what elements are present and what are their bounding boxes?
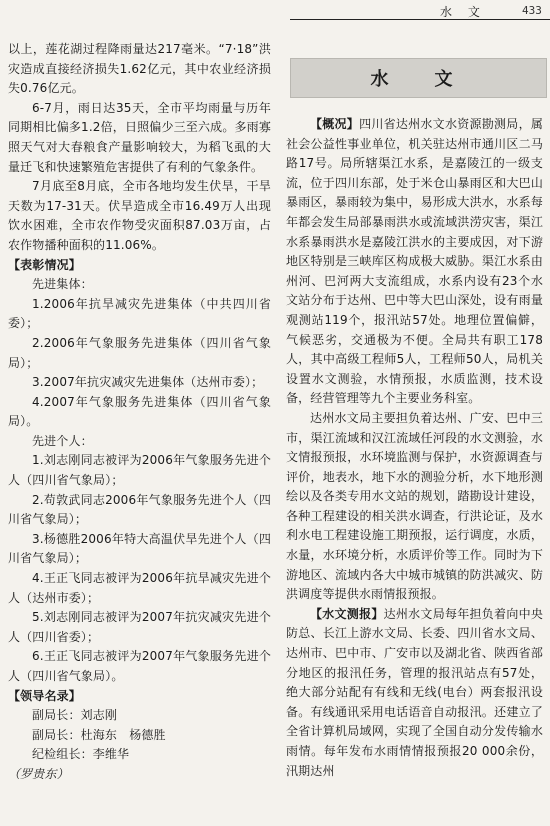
- collective-item: 4.2007年气象服务先进集体（四川省气象局）。: [8, 394, 271, 429]
- leader-entry: 纪检组长：李维华: [32, 747, 130, 762]
- forecast-label: 【水文测报】: [310, 606, 384, 621]
- collective-item: 3.2007年抗灾减灾先进集体（达州市委）；: [32, 375, 264, 390]
- individual-item: 2.苟敦武同志2006年气象服务先进个人（四川省气象局）；: [8, 492, 271, 527]
- individual-label: 先进个人：: [32, 433, 93, 448]
- paragraph-rainfall: 6-7月，雨日达35天，全市平均雨量与历年同期相比偏多1.2倍，日照偏少三至六成。多雨寡照天气对大春粮食产量影响较大，为稻飞虱的大量迁飞和快速繁殖危害提供了有利的气象条件。: [8, 100, 271, 174]
- awards-heading: 【表彰情况】: [8, 257, 81, 272]
- individual-item: 3.杨德胜2006年特大高温伏旱先进个人（四川省气象局）；: [8, 531, 271, 566]
- duties-paragraph: 达州水文局主要担负着达州、广安、巴中三市，渠江流域和汉江流域任河段的水文测验，水文情报预报，水环境监测与保护，水资源调查与评价，地表水，地下水的测验分析，水下地形测绘以及各类专用水文站的规划，踏勘设计建设，各种工程建设的相关洪水调查，行洪论证，及水利水电工程建设施工期预报，运行调度，水质，水量，水环境分析，水质评价等工作。同时为下游地区、流域内各大中城市城镇的防洪减灾、防洪调度等提供水雨情报预报。: [286, 410, 543, 602]
- running-header-section: 水 文: [440, 5, 486, 19]
- left-column: [8, 40, 271, 785]
- individual-item: 4.王正飞同志被评为2006年抗旱减灾先进个人（达州市委）；: [8, 571, 271, 605]
- individual-item: 5.刘志刚同志被评为2007年抗灾减灾先进个人（四川省委）；: [8, 610, 271, 644]
- overview-text: 四川省达州水文水资源勘测局，属社会公益性事业单位，机关驻达州市通川区二马路17号。局所辖渠江水系，是嘉陵江的一级支流，位于四川东部，处于米仓山暴雨区和大巴山暴雨区，暴雨较为集中，易形成大洪水，水系每年都会发生局部暴雨洪水或流域洪涝灾害，渠江水系暴雨洪水是嘉陵江洪水的主要成因，对下游地区特别是三峡库区构成极大威胁。渠江水系由州河、巴河两大支流组成，水系内设有23个水文站分布于达州、巴中等大巴山深处，设有雨量观测站119个，报汛站57处。地理位置偏僻，气候恶劣，交通极为不便。全局共有职工178人，其中高级工程师5人，工程师50人，局机关设置水文测验，水情预报，水质监测，技术设备，经营管理等九个主要业务科室。: [286, 117, 543, 406]
- paragraph-drought: 7月底至8月底，全市各地均发生伏旱，干旱天数为17-31天。伏旱造成全市16.49万人出现饮水困难，全市农作物受灾面积87.03万亩，占农作物播种面积的11.06%。: [8, 179, 271, 252]
- forecast-text: 达州水文局每年担负着向中央防总、长江上游水文局、长委、四川省水文局、达州市、巴中市、广安市以及湖北省、陕西省部分地区的报汛任务，管理的报汛站点有57处，绝大部分站配有有线和无线(电台）两套报汛设备。有线通讯采用电话语音自动报汛。还建立了全省计算机局域网，实现了全国自动分发传输水雨情。每年发布水雨情情报预报20 000余份，汛期达州: [286, 606, 544, 778]
- leader-entry: 副局长：杜海东 杨德胜: [32, 727, 166, 742]
- section-title: 水 文: [370, 69, 467, 90]
- leaders-heading: 【领导名录】: [8, 688, 81, 703]
- collective-label: 先进集体：: [32, 277, 93, 292]
- individual-item: 6.王正飞同志被评为2007年气象服务先进个人（四川省气象局）。: [8, 649, 271, 683]
- collective-item: 1.2006年抗旱减灾先进集体（中共四川省委）；: [8, 296, 271, 331]
- right-column: [286, 115, 543, 781]
- overview-label: 【概况】: [310, 117, 360, 131]
- header-rule: [290, 19, 550, 20]
- section-title-banner: [290, 58, 547, 98]
- running-header: [290, 0, 550, 22]
- page-number: 433: [522, 4, 542, 17]
- individual-item: 1.刘志刚同志被评为2006年气象服务先进个人（四川省气象局）；: [8, 453, 271, 488]
- overview-paragraph: [286, 115, 543, 409]
- collective-item: 2.2006年气象服务先进集体（四川省气象局）；: [8, 335, 271, 370]
- paragraph-flood-loss: 以上，莲花湖过程降雨量达217毫米。“7·18”洪灾造成直接经济损失1.62亿元，其中农业经济损失0.76亿元。: [8, 42, 271, 96]
- forecast-paragraph: [286, 605, 543, 781]
- leader-entry: 副局长：刘志刚: [32, 708, 118, 723]
- author-signature: （罗贵东）: [8, 766, 69, 781]
